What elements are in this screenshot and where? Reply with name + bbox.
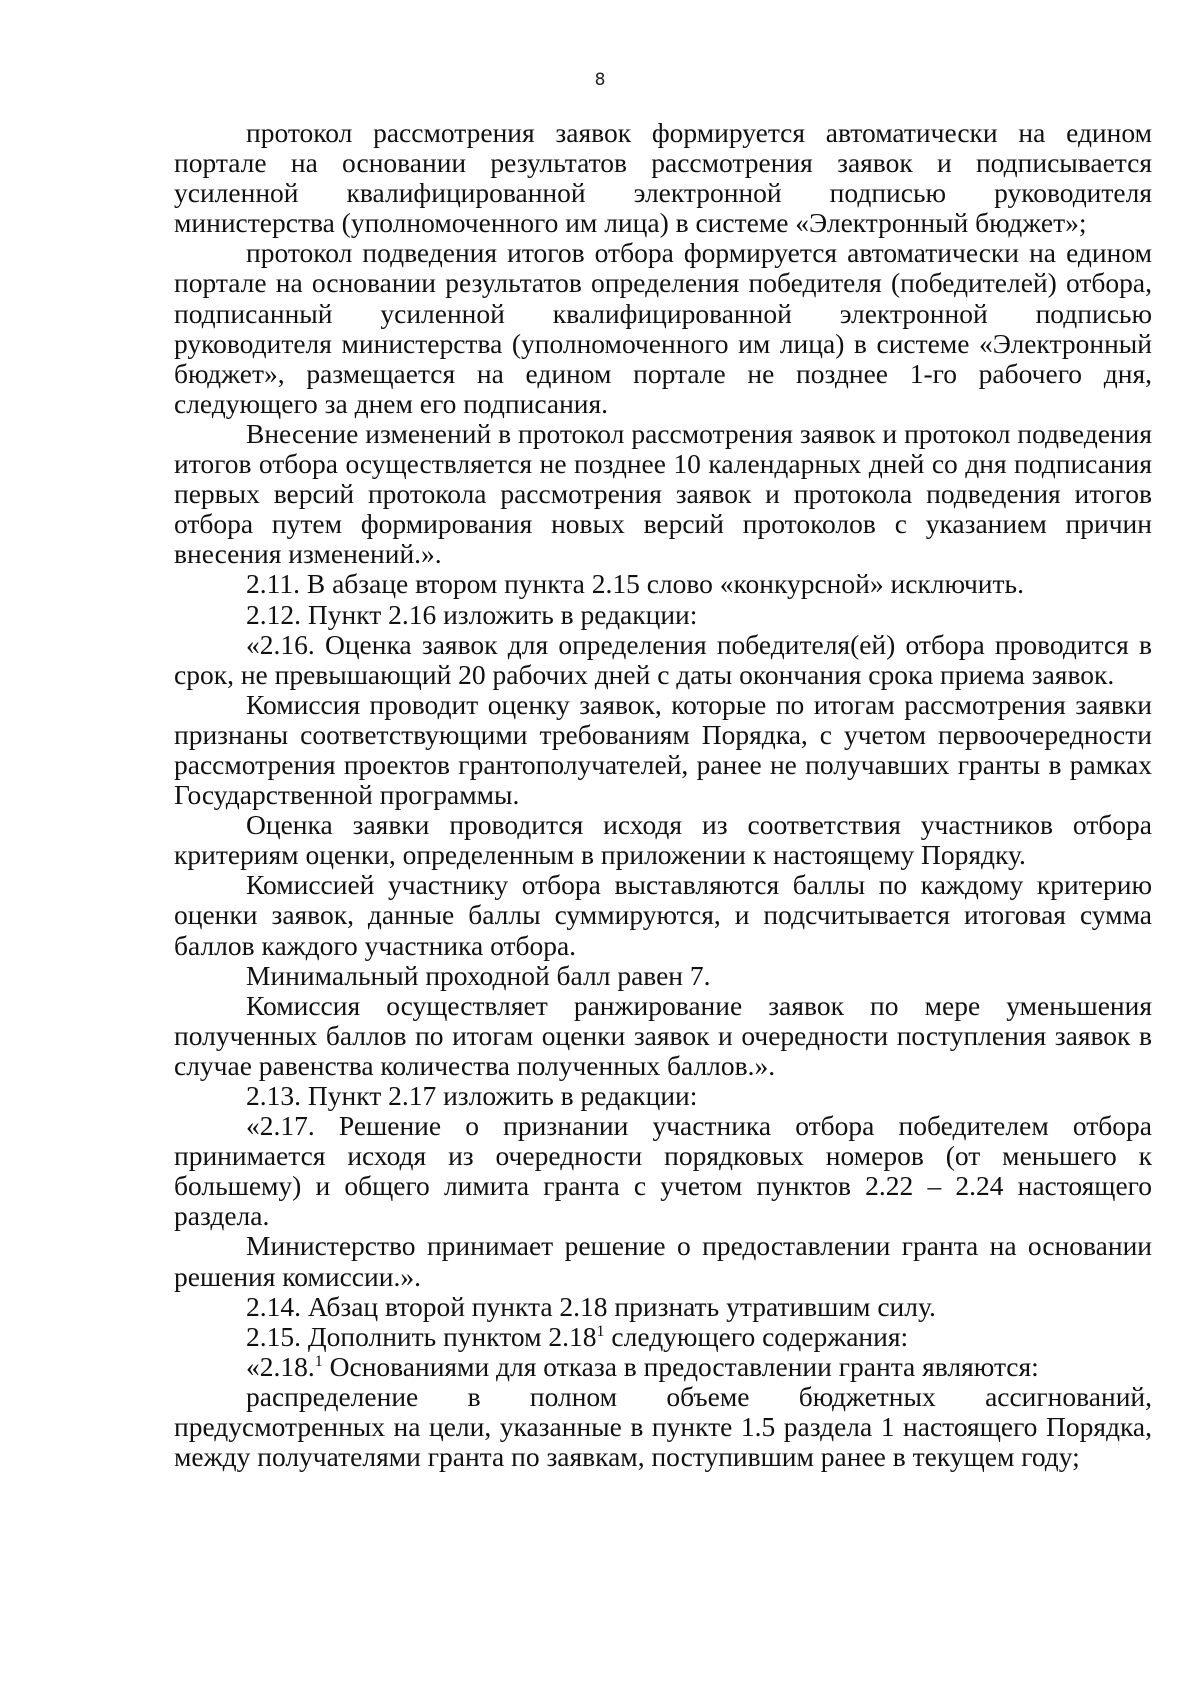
paragraph-2-15 xyxy=(174,1322,1152,1352)
paragraph-2-18-1-number: «2.18. xyxy=(246,1350,315,1382)
paragraph-2-18-1 xyxy=(174,1352,1152,1382)
paragraph-protocol-results: протокол подведения итогов отбора формируется автоматически на едином портале на основании результатов определения победителя (победителей) отбора, подписанный усиленной квалифицированной электронной подписью руководителя министерства (уполномоченного им лица) в системе «Электронный бюджет», размещается на едином портале не позднее 1-го рабочего дня, следующего за днем его подписания. xyxy=(174,237,1152,419)
paragraph-ranking: Комиссия осуществляет ранжирование заявок по мере уменьшения полученных баллов по итогам оценки заявок и очередности поступления заявок в случае равенства количества полученных баллов.». xyxy=(174,989,1152,1081)
paragraph-protocol-review: протокол рассмотрения заявок формируется автоматически на едином портале на основании результатов рассмотрения заявок и подписывается усиленной квалифицированной электронной подписью руководителя министерства (уполномоченного им лица) в системе «Электронный бюджет»; xyxy=(174,117,1152,239)
superscript-1: 1 xyxy=(314,1352,323,1370)
paragraph-protocol-changes: Внесение изменений в протокол рассмотрения заявок и протокол подведения итогов отбора осуществляется не позднее 10 календарных дней со дня подписания первых версий протокола рассмотрения заявок и протокола подведения итогов отбора путем формирования новых версий протоколов с указанием причин внесения изменений.». xyxy=(174,417,1152,570)
paragraph-2-18-1-tail: Основаниями для отказа в предоставлении гранта являются: xyxy=(322,1350,1039,1382)
paragraph-minimum-score: Минимальный проходной балл равен 7. xyxy=(246,959,711,991)
paragraph-2-13: 2.13. Пункт 2.17 изложить в редакции: xyxy=(246,1080,698,1111)
paragraph-scoring: Комиссией участнику отбора выставляются баллы по каждому критерию оценки заявок, данные баллы суммируются, и подсчитывается итоговая сумма баллов каждого участника отбора. xyxy=(174,869,1152,961)
superscript-1: 1 xyxy=(596,1322,605,1340)
page-number: 8 xyxy=(594,70,606,90)
paragraph-2-14: 2.14. Абзац второй пункта 2.18 признать утратившим силу. xyxy=(246,1290,936,1322)
document-body xyxy=(174,118,1152,1472)
paragraph-budget-distribution: распределение в полном объеме бюджетных ассигнований, предусмотренных на цели, указанные в пункте 1.5 раздела 1 настоящего Порядка, между получателями гранта по заявкам, поступившим ранее в текущем году; xyxy=(174,1380,1152,1473)
paragraph-2-11: 2.11. В абзаце втором пункта 2.15 слово «конкурсной» исключить. xyxy=(246,568,1024,600)
paragraph-assessment-criteria: Оценка заявки проводится исходя из соответствия участников отбора критериям оценки, определенным в приложении к настоящему Порядку. xyxy=(174,809,1152,871)
paragraph-2-15-text: 2.15. Дополнить пунктом 2.18 xyxy=(246,1320,597,1352)
paragraph-2-17: «2.17. Решение о признании участника отбора победителем отбора принимается исходя из очередности порядковых номеров (от меньшего к большему) и общего лимита гранта с учетом пунктов 2.22 – 2.24 настоящего раздела. xyxy=(174,1110,1152,1232)
paragraph-commission-assessment: Комиссия проводит оценку заявок, которые по итогам рассмотрения заявки признаны соответствующими требованиям Порядка, с учетом первоочередности рассмотрения проектов грантополучателей, ранее не получавших гранты в рамках Государственной программы. xyxy=(174,688,1152,811)
paragraph-2-16: «2.16. Оценка заявок для определения победителя(ей) отбора проводится в срок, не превышающий 20 рабочих дней с даты окончания срока приема заявок. xyxy=(174,628,1152,690)
paragraph-ministry-decision: Министерство принимает решение о предоставлении гранта на основании решения комиссии.». xyxy=(174,1230,1152,1292)
paragraph-2-12: 2.12. Пункт 2.16 изложить в редакции: xyxy=(246,598,698,630)
paragraph-2-15-tail: следующего содержания: xyxy=(604,1320,909,1352)
